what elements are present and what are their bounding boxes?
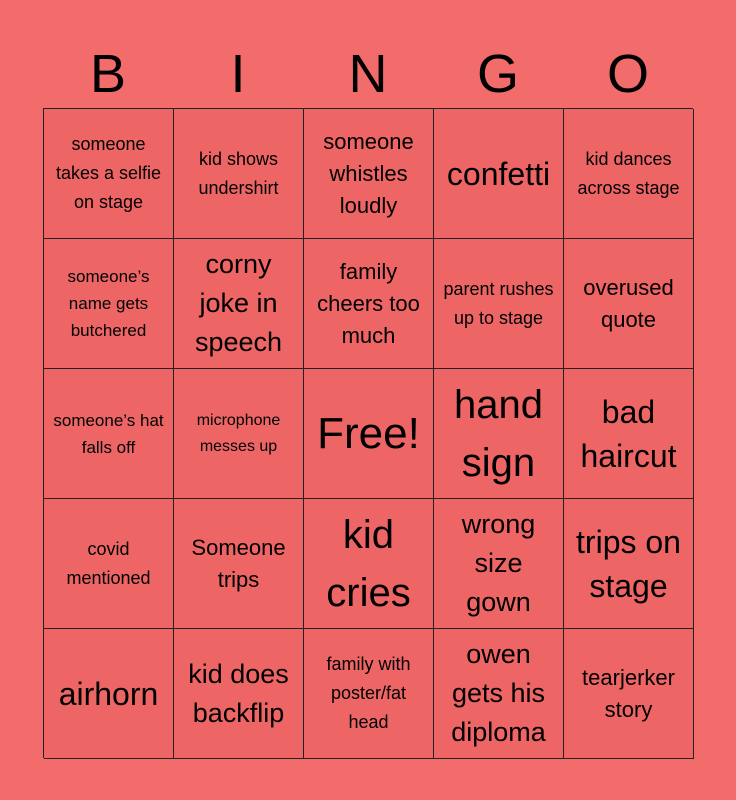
bingo-cell-r2c5[interactable] xyxy=(564,239,694,369)
bingo-cell-r2c3[interactable] xyxy=(304,239,434,369)
bingo-grid xyxy=(43,108,693,758)
bingo-cell-r3c1[interactable] xyxy=(44,369,174,499)
bingo-cell-r5c4[interactable] xyxy=(434,629,564,759)
bingo-cell-free[interactable] xyxy=(304,369,434,499)
header-letter-o: O xyxy=(606,44,649,104)
cell-label: owen gets his diploma xyxy=(451,639,546,747)
bingo-cell-r2c1[interactable] xyxy=(44,239,174,369)
cell-label: parent rushes up to stage xyxy=(443,278,554,328)
free-space-label: Free! xyxy=(317,408,420,458)
cell-label: kid dances across stage xyxy=(577,148,680,198)
bingo-cell-r3c2[interactable] xyxy=(174,369,304,499)
cell-label: confetti xyxy=(446,155,551,192)
bingo-cell-r3c5[interactable] xyxy=(564,369,694,499)
bingo-cell-r3c4[interactable] xyxy=(434,369,564,499)
cell-label: overused quote xyxy=(583,274,674,332)
cell-label: kid shows undershirt xyxy=(198,148,279,198)
bingo-cell-r4c2[interactable] xyxy=(174,499,304,629)
cell-label: Someone trips xyxy=(191,534,286,592)
cell-label: bad haircut xyxy=(580,393,677,474)
bingo-header xyxy=(43,40,693,108)
bingo-cell-r2c2[interactable] xyxy=(174,239,304,369)
header-letter-i: I xyxy=(230,44,246,104)
bingo-cell-r5c3[interactable] xyxy=(304,629,434,759)
bingo-cell-r5c2[interactable] xyxy=(174,629,304,759)
bingo-cell-r5c5[interactable] xyxy=(564,629,694,759)
header-letter-b: B xyxy=(89,44,127,104)
bingo-cell-r4c5[interactable] xyxy=(564,499,694,629)
cell-label: microphone messes up xyxy=(196,411,281,455)
bingo-cell-r1c4[interactable] xyxy=(434,109,564,239)
cell-label: someone takes a selfie on stage xyxy=(55,134,162,212)
cell-label: kid cries xyxy=(326,512,411,615)
cell-label: corny joke in speech xyxy=(194,249,283,357)
bingo-cell-r1c2[interactable] xyxy=(174,109,304,239)
bingo-cell-r4c4[interactable] xyxy=(434,499,564,629)
cell-label: tearjerker story xyxy=(582,664,675,722)
bingo-cell-r1c3[interactable] xyxy=(304,109,434,239)
cell-label: kid does backflip xyxy=(188,658,289,728)
cell-label: family with poster/fat head xyxy=(326,654,411,732)
bingo-cell-r1c5[interactable] xyxy=(564,109,694,239)
header-letter-g: G xyxy=(476,44,519,104)
bingo-cell-r4c3[interactable] xyxy=(304,499,434,629)
cell-label: wrong size gown xyxy=(461,509,536,617)
bingo-cell-r5c1[interactable] xyxy=(44,629,174,759)
cell-label: airhorn xyxy=(58,675,159,712)
cell-label: covid mentioned xyxy=(66,538,151,588)
cell-label: someone’s name gets butchered xyxy=(67,267,150,340)
bingo-cell-r4c1[interactable] xyxy=(44,499,174,629)
cell-label: hand sign xyxy=(454,382,543,485)
bingo-cell-r2c4[interactable] xyxy=(434,239,564,369)
bingo-cell-r1c1[interactable] xyxy=(44,109,174,239)
cell-label: someone whistles loudly xyxy=(323,128,414,218)
header-letter-n: N xyxy=(348,44,388,104)
cell-label: someone’s hat falls off xyxy=(53,410,164,457)
cell-label: family cheers too much xyxy=(317,258,420,348)
cell-label: trips on stage xyxy=(576,523,681,604)
